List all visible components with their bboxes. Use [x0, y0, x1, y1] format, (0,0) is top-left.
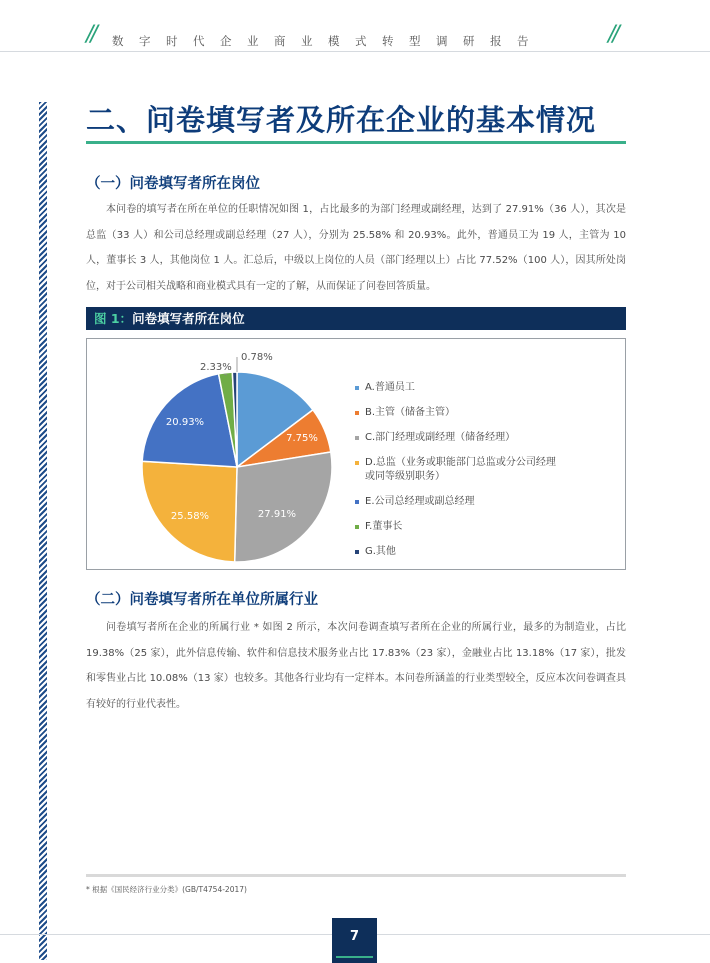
pie-data-label-4: 20.93% [165, 417, 205, 428]
page-number: 7 [332, 918, 377, 963]
legend-swatch-icon [355, 461, 359, 465]
legend-label: C.部门经理或副经理（储备经理） [365, 432, 516, 443]
legend-swatch-icon [355, 550, 359, 554]
figure-caption: 问卷填写者所在岗位 [132, 311, 245, 326]
legend-label: B.主管（储备主管） [365, 407, 456, 418]
legend-label: G.其他 [365, 546, 396, 557]
pie-data-label-3: 25.58% [170, 511, 210, 522]
running-header [0, 0, 710, 52]
legend-swatch-icon [355, 386, 359, 390]
legend-swatch-icon [355, 500, 359, 504]
pie-slice-2 [235, 452, 332, 562]
pie-chart-panel [86, 338, 626, 570]
legend-swatch-icon [355, 411, 359, 415]
footnote-divider [86, 874, 626, 877]
pie-data-label-6: 0.78% [241, 352, 273, 363]
pie-data-label-2: 27.91% [257, 509, 297, 520]
chart-legend [355, 381, 623, 570]
legend-label: F.董事长 [365, 521, 403, 532]
legend-swatch-icon [355, 525, 359, 529]
legend-item-4 [355, 495, 623, 509]
legend-item-5 [355, 520, 623, 534]
legend-item-3 [355, 456, 623, 484]
legend-swatch-icon [355, 436, 359, 440]
subsection-heading-1: （一）问卷填写者所在岗位 [86, 176, 260, 192]
figure-1-caption-bar [86, 307, 626, 330]
header-title: 数字时代企业商业模式转型调研报告 [112, 34, 544, 48]
legend-item-1 [355, 406, 623, 420]
paragraph-1: 本问卷的填写者在所在单位的任职情况如图 1，占比最多的为部门经理或副经理，达到了 27.91%（36 人），其次是总监（33 人）和公司总经理或副总经理（27 人），分别为 25.58% 和 20.93%。此外，普通员工为 19 人，主管为 10 人，董事长 3 人，其他岗位 1 人。汇总后，中级以上岗位的人员（部门经理以上）占比 77.52%（100 人），因其所处岗位，对于公司相关战略和商业模式具有一定的了解，从而保证了问卷回答质量。 [86, 204, 626, 292]
subsection-heading-2: （二）问卷填写者所在单位所属行业 [86, 592, 318, 608]
legend-label: D.总监（业务或职能部门总监或分公司经理 或同等级别职务） [365, 457, 556, 482]
legend-label: E.公司总经理或副总经理 [365, 496, 475, 507]
pie-data-label-5: 2.33% [200, 362, 232, 373]
legend-item-2 [355, 431, 623, 445]
section-title-underline [86, 141, 626, 144]
pie-chart [87, 339, 347, 569]
paragraph-2: 问卷填写者所在企业的所属行业 * 如图 2 所示，本次问卷调查填写者所在企业的所属行业，最多的为制造业，占比 19.38%（25 家），此外信息传输、软件和信息技术服务业占比 17.83%（23 家），金融业占比 13.18%（17 家），批发和零售业占比 10.08%（13 家）也较多。其他各行业均有一定样本。本问卷所涵盖的行业类型较全，反应本次问卷调查具有较好的行业代表性。 [86, 622, 626, 710]
legend-item-6 [355, 545, 623, 559]
figure-number: 图 1： [94, 311, 133, 326]
header-divider [0, 51, 710, 52]
pie-data-label-1: 7.75% [286, 433, 318, 444]
decorative-spine [39, 102, 47, 960]
section-title: 二、问卷填写者及所在企业的基本情况 [86, 103, 597, 137]
header-slash-right-icon: // [608, 22, 617, 47]
footnote: * 根据《国民经济行业分类》(GB/T4754-2017) [86, 885, 247, 894]
legend-item-0 [355, 381, 623, 395]
legend-label: A.普通员工 [365, 382, 415, 393]
header-slash-left-icon: // [86, 22, 95, 47]
